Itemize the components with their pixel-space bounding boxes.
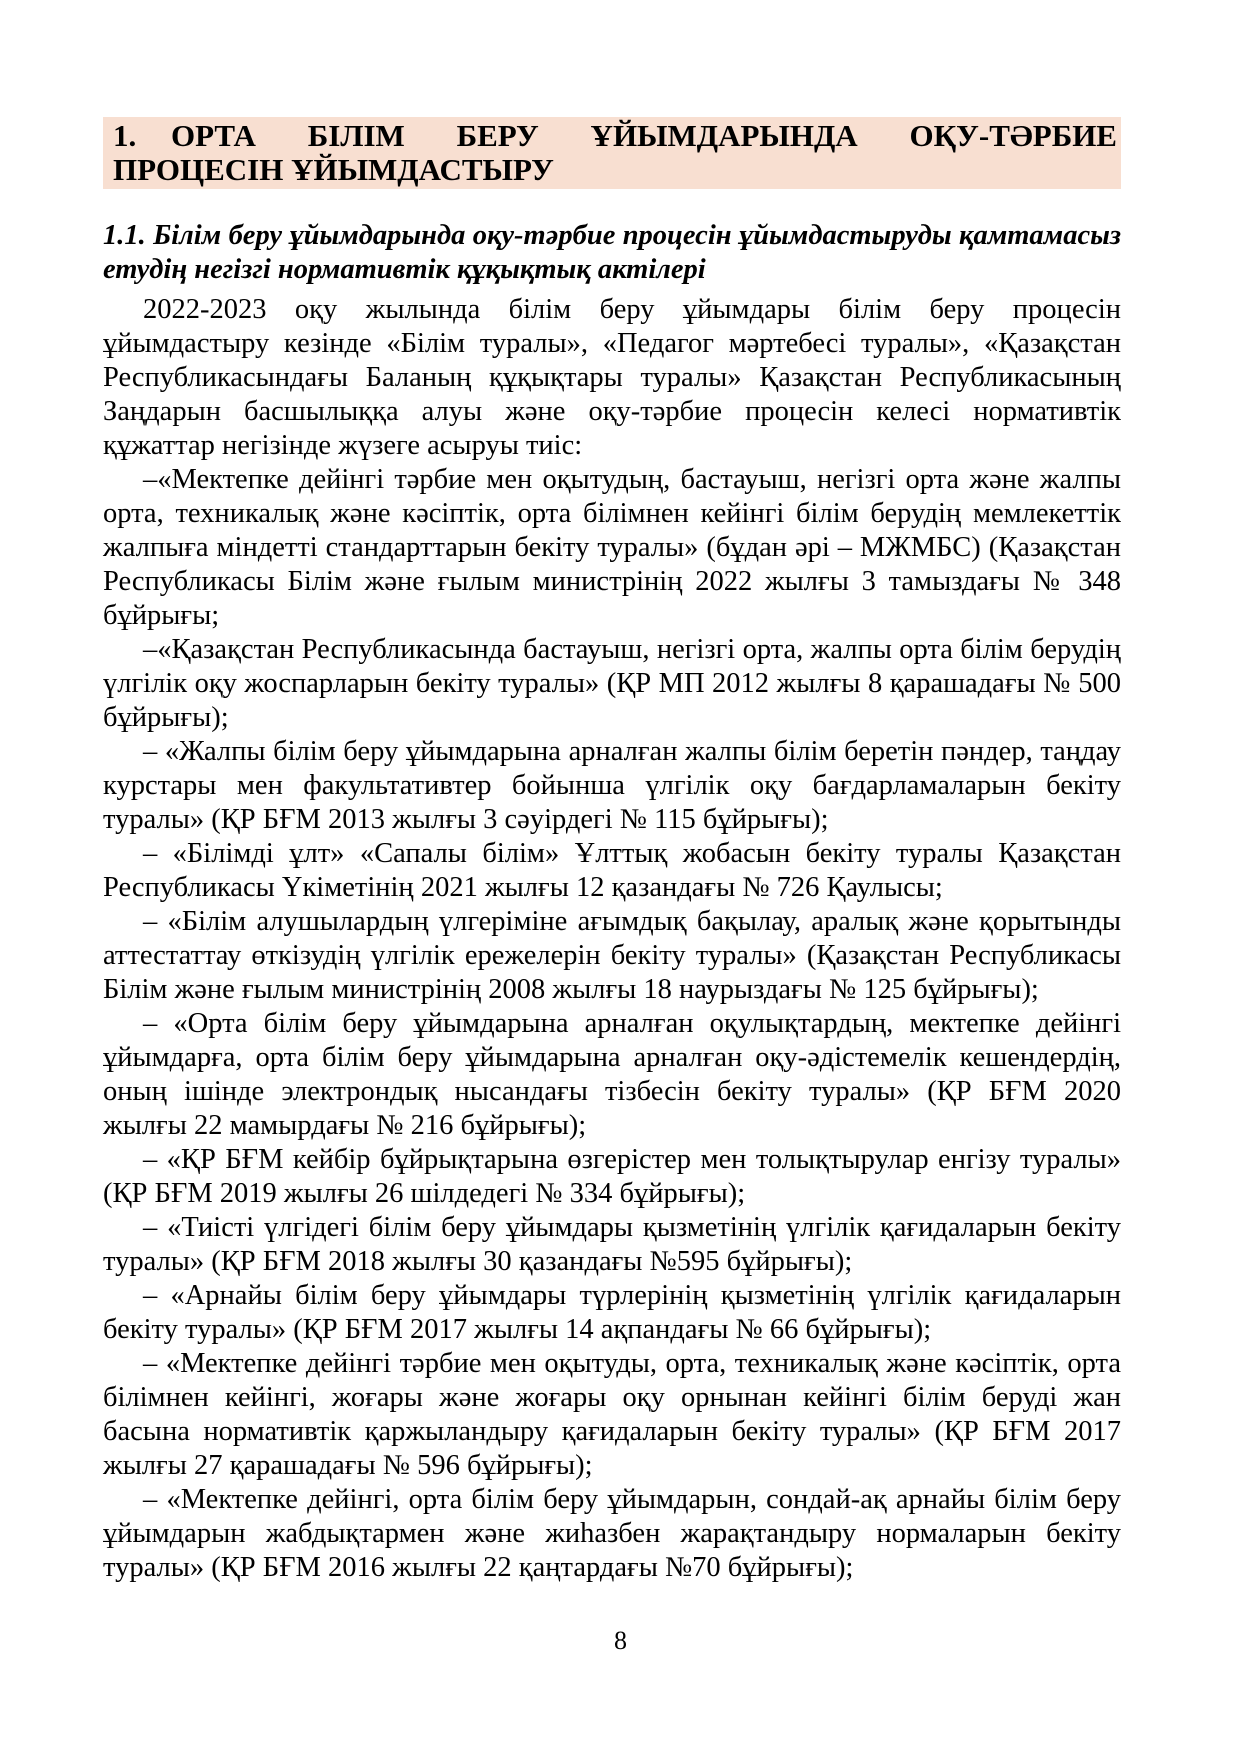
list-item-paragraph: – «Білім алушылардың үлгеріміне ағымдық бақылау, аралық және қорытынды аттестаттау өткізудің үлгілік ережелерін бекіту туралы» (Қазақстан Республикасы Білім және ғылым министрінің 2008 жылғы 18 наурыздағы № 125 бұйрығы); — [103, 906, 1121, 1005]
page-number: 8 — [614, 1626, 627, 1655]
section-heading-number: 1. — [113, 118, 137, 153]
list-item-paragraph: – «Жалпы білім беру ұйымдарына арналған жалпы білім беретін пәндер, таңдау курстары мен факультативтер бойынша үлгілік оқу бағдарламаларын бекіту туралы» (ҚР БҒМ 2013 жылғы 3 сәуірдегі № 115 бұйрығы); — [103, 736, 1121, 835]
list-item-paragraph: – «ҚР БҒМ кейбір бұйрықтарына өзгерістер мен толықтырулар енгізу туралы» (ҚР БҒМ 2019 жылғы 26 шілдедегі № 334 бұйрығы); — [103, 1144, 1121, 1209]
list-item-paragraph: – «Білімді ұлт» «Сапалы білім» Ұлттық жобасын бекіту туралы Қазақстан Республикасы Үкіметінің 2021 жылғы 12 қазандағы № 726 Қаулысы; — [103, 838, 1121, 903]
document-content — [103, 117, 1121, 1585]
list-item-paragraph: – «Тиісті үлгідегі білім беру ұйымдары қызметінің үлгілік қағидаларын бекіту туралы» (ҚР БҒМ 2018 жылғы 30 қазандағы №595 бұйрығы); — [103, 1212, 1121, 1277]
section-heading-text: ОРТА БІЛІМ БЕРУ ҰЙЫМДАРЫНДА ОҚУ-ТӘРБИЕ ПРОЦЕСІН ҰЙЫМДАСТЫРУ — [113, 118, 1117, 187]
list-item-paragraph: – «Арнайы білім беру ұйымдары түрлерінің қызметінің үлгілік қағидаларын бекіту туралы» (ҚР БҒМ 2017 жылғы 14 ақпандағы № 66 бұйрығы); — [103, 1280, 1121, 1345]
subsection-heading: 1.1. Білім беру ұйымдарында оқу-тәрбие процесін ұйымдастыруды қамтамасыз етудің негізгі нормативтік құқықтық актілері — [103, 220, 1121, 285]
section-heading — [103, 117, 1121, 189]
list-item-paragraph: – «Мектепке дейінгі, орта білім беру ұйымдарын, сондай-ақ арнайы білім беру ұйымдарын жабдықтармен және жиһазбен жарақтандыру нормаларын бекіту туралы» (ҚР БҒМ 2016 жылғы 22 қаңтардағы №70 бұйрығы); — [103, 1484, 1121, 1583]
list-item-paragraph: – «Мектепке дейінгі тәрбие мен оқытуды, орта, техникалық және кәсіптік, орта білімнен кейінгі, жоғары және жоғары оқу орнынан кейінгі білім беруді жан басына нормативтік қаржыландыру қағидаларын бекіту туралы» (ҚР БҒМ 2017 жылғы 27 қарашадағы № 596 бұйрығы); — [103, 1348, 1121, 1481]
list-item-paragraph: – «Орта білім беру ұйымдарына арналған оқулықтардың, мектепке дейінгі ұйымдарға, орта білім беру ұйымдарына арналған оқу-әдістемелік кешендердің, оның ішінде электрондық нысандағы тізбесін бекіту туралы» (ҚР БҒМ 2020 жылғы 22 мамырдағы № 216 бұйрығы); — [103, 1008, 1121, 1141]
list-item-paragraph: –«Мектепке дейінгі тәрбие мен оқытудың, бастауыш, негізгі орта және жалпы орта, техникалық және кәсіптік, орта білімнен кейінгі білім берудің мемлекеттік жалпыға міндетті стандарттарын бекіту туралы» (бұдан әрі – МЖМБС) (Қазақстан Республикасы Білім және ғылым министрінің 2022 жылғы 3 тамыздағы № 348 бұйрығы; — [103, 464, 1121, 631]
intro-paragraph: 2022-2023 оқу жылында білім беру ұйымдары білім беру процесін ұйымдастыру кезінде «Білім туралы», «Педагог мәртебесі туралы», «Қазақстан Республикасындағы Баланың құқықтары туралы» Қазақстан Республикасының Заңдарын басшылыққа алуы және оқу-тәрбие процесін келесі нормативтік құжаттар негізінде жүзеге асыруы тиіс: — [103, 294, 1121, 461]
list-item-paragraph: –«Қазақстан Республикасында бастауыш, негізгі орта, жалпы орта білім берудің үлгілік оқу жоспарларын бекіту туралы» (ҚР МП 2012 жылғы 8 қарашадағы № 500 бұйрығы); — [103, 634, 1121, 733]
